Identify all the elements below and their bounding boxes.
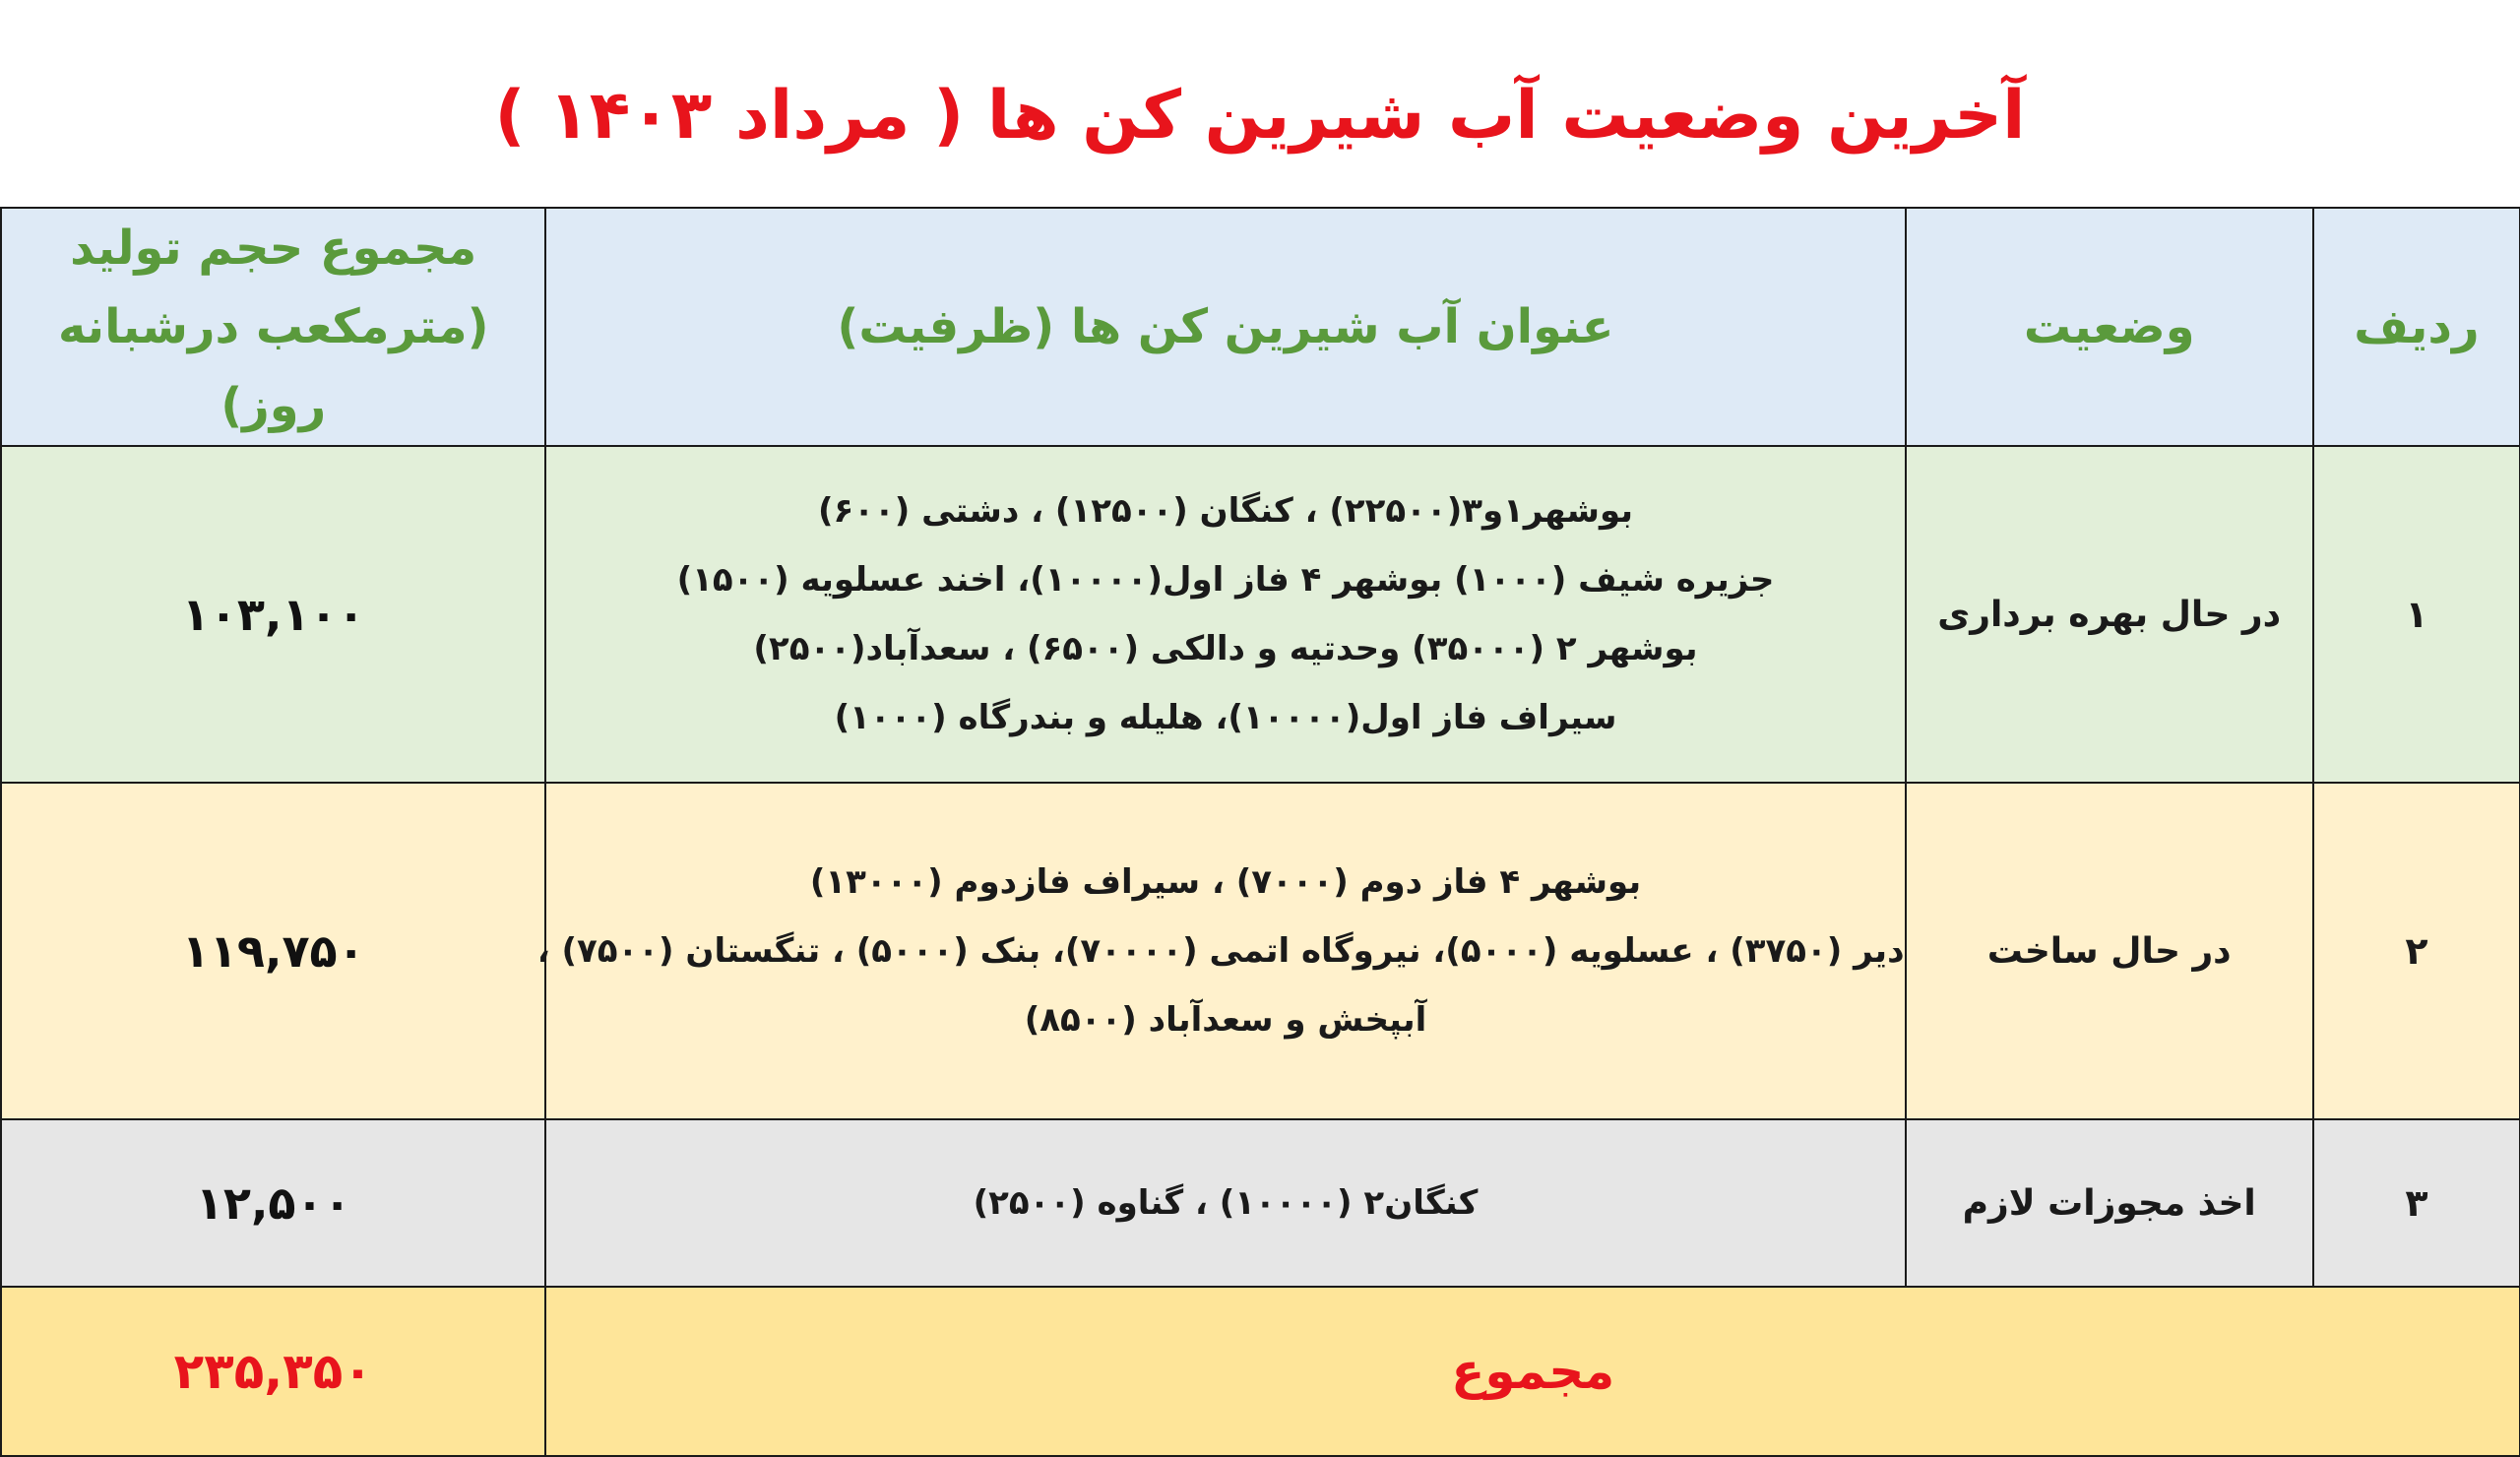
row-plants	[545, 1119, 1905, 1287]
table-header-row	[1, 208, 2520, 446]
row-status: در حال ساخت	[1906, 783, 2313, 1119]
sum-value: ۲۳۵,۳۵۰	[1, 1287, 545, 1456]
row-status: اخذ مجوزات لازم	[1906, 1119, 2313, 1287]
row-plants	[536, 783, 1905, 1119]
row-total: ۱۱۹,۷۵۰	[1, 783, 545, 1119]
header-total-line1: مجموع حجم تولید	[70, 221, 477, 276]
row-number: ۳	[2313, 1119, 2520, 1287]
table-row	[1, 446, 2520, 783]
plant-line: جزیره شیف (۱۰۰۰) بوشهر ۴ فاز اول(۱۰۰۰۰)، اخند عسلویه (۱۵۰۰)	[676, 560, 1775, 600]
row-status: در حال بهره برداری	[1906, 446, 2313, 783]
plant-line: بوشهر۱و۳(۲۲۵۰۰) ، کنگان (۱۲۵۰۰) ، دشتی (۶۰۰)	[817, 491, 1634, 531]
header-title: عنوان آب شیرین کن ها (ظرفیت)	[545, 208, 1905, 446]
table-row	[1, 783, 2520, 1119]
row-total: ۱۲,۵۰۰	[1, 1119, 545, 1287]
plant-line: دیر (۳۷۵۰) ، عسلویه (۵۰۰۰)، نیروگاه اتمی (۷۰۰۰۰)، بنک (۵۰۰۰) ، تنگستان (۷۵۰۰) ،	[536, 931, 1905, 971]
plant-line: بوشهر ۲ (۳۵۰۰۰) وحدتیه و دالکی (۶۵۰۰) ، سعدآباد(۲۵۰۰)	[753, 629, 1698, 668]
plant-line: بوشهر ۴ فاز دوم (۷۰۰۰) ، سیراف فازدوم (۱۳۰۰۰)	[809, 862, 1642, 902]
header-radif: ردیف	[2313, 208, 2520, 446]
plant-line: سیراف فاز اول(۱۰۰۰۰)، هلیله و بندرگاه (۱۰۰۰)	[834, 698, 1617, 737]
page-title: آخرین وضعیت آب شیرین کن ها ( مرداد ۱۴۰۳ )	[494, 77, 2026, 155]
header-total-line2: (مترمکعب درشبانه روز)	[57, 299, 489, 433]
table-sum-row	[1, 1287, 2520, 1456]
plant-line: آبپخش و سعدآباد (۸۵۰۰)	[1024, 1000, 1427, 1040]
header-status: وضعیت	[1906, 208, 2313, 446]
row-number: ۱	[2313, 446, 2520, 783]
plant-line: کنگان۲ (۱۰۰۰۰) ، گناوه (۲۵۰۰)	[973, 1183, 1479, 1223]
table-row	[1, 1119, 2520, 1287]
row-total: ۱۰۳,۱۰۰	[1, 446, 545, 783]
header-total	[1, 208, 545, 446]
row-number: ۲	[2313, 783, 2520, 1119]
sum-label: مجموع	[545, 1287, 2520, 1456]
desalination-status-table	[0, 207, 2520, 1457]
row-plants	[545, 446, 1905, 783]
